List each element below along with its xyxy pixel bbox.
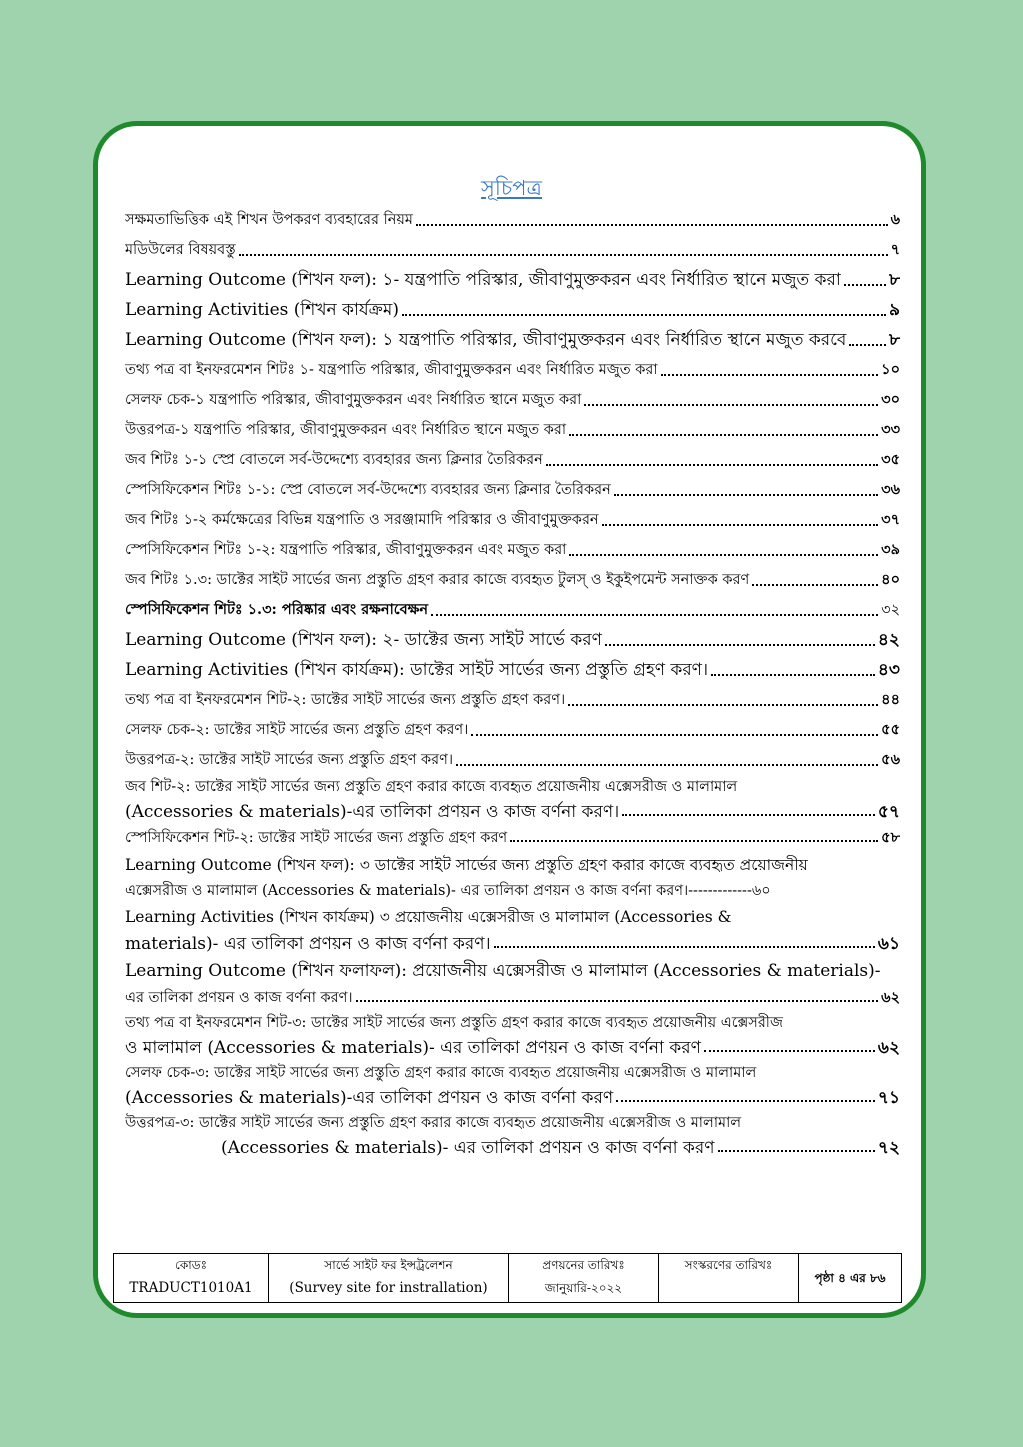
toc-entry-page: ৮: [888, 330, 900, 350]
dot-leader: [569, 434, 878, 436]
dot-leader: [416, 224, 888, 226]
toc-entry[interactable]: [125, 685, 900, 715]
toc-entry-line: Learning Outcome (শিখন ফল): ৩ ডাক্টের সাইট সার্ভের জন্য প্রস্তুতি গ্রহণ করার কাজে ব্যবহৃত প্রয়োজনীয়: [125, 856, 808, 874]
toc-entry[interactable]: [125, 931, 900, 957]
toc-entry-page: ৫৭: [877, 802, 900, 822]
toc-entry-page: ৮: [888, 270, 900, 290]
dot-leader: [605, 644, 875, 646]
footer-code-cell: [114, 1254, 269, 1303]
toc-entry-text: জব শিটঃ ১-১ স্প্রে বোতলে সর্ব-উদ্দেশ্যে ব্যবহারর জন্য ক্লিনার তৈরিকরন: [125, 452, 543, 468]
toc-entry-page: ৩২: [881, 602, 900, 618]
toc-entry-text: Learning Outcome (শিখন ফল): ২- ডাক্টের জন্য সাইট সার্ভে করণ: [125, 630, 602, 650]
toc-entry-page: ৩৭: [881, 511, 900, 528]
toc-entry-text: সেলফ চেক-২: ডাক্টের সাইট সার্ভের জন্য প্রস্তুতি গ্রহণ করণ।: [125, 722, 469, 738]
toc-entry-text: উত্তরপত্র-২: ডাক্টের সাইট সার্ভের জন্য প্রস্তুতি গ্রহণ করণ।: [125, 752, 454, 768]
toc-entry-page: ১০: [881, 361, 900, 378]
toc-entry-text: materials)- এর তালিকা প্রণয়ন ও কাজ বর্ণনা করণ।: [125, 934, 491, 954]
dot-leader: [614, 494, 878, 496]
toc-entry-line: Learning Activities (শিখন কার্যক্রম) ৩ প্রয়োজনীয় এক্সেসরীজ ও মালামাল (Accessories &: [125, 908, 732, 926]
toc-entry-page: ৫৮: [881, 829, 900, 846]
table-of-contents: [125, 205, 900, 1161]
toc-entry-text: (Accessories & materials)-এর তালিকা প্রণয়ন ও কাজ বর্ণনা করণ।: [125, 802, 620, 822]
dot-leader: [456, 764, 878, 766]
toc-entry-page: ৩৯: [881, 541, 900, 558]
dot-leader: [471, 734, 878, 736]
toc-entry-text: Learning Activities (শিখন কার্যক্রম): ডাক্টের সাইট সার্ভের জন্য প্রস্তুতি গ্রহণ করণ।: [125, 660, 709, 680]
toc-entry-text: Learning Outcome (শিখন ফল): ১- যন্ত্রপাতি পরিস্কার, জীবাণুমুক্তকরন এবং নির্ধারিত স্থানে মজুত করা: [125, 270, 841, 290]
toc-entry-line: সেলফ চেক-৩: ডাক্টের সাইট সার্ভের জন্য প্রস্তুতি গ্রহণ করার কাজে ব্যবহৃত প্রয়োজনীয় এক্সেসরীজ ও মালামাল: [125, 1065, 757, 1081]
module-title-en: (Survey site for instrallation): [289, 1280, 488, 1296]
toc-entry-page: ৫৬: [881, 751, 900, 768]
toc-entry-page: ৩৬: [881, 481, 900, 498]
toc-entry-page: ৪২: [877, 630, 900, 650]
toc-entry-text: তথ্য পত্র বা ইনফরমেশন শিট-২: ডাক্টের সাইট সার্ভের জন্য প্রস্তুতি গ্রহণ করণ।: [125, 692, 566, 708]
toc-entry[interactable]: [125, 595, 900, 625]
toc-entry-page: ৭১: [877, 1088, 900, 1108]
toc-entry-page: ৩০: [881, 391, 900, 408]
dot-leader: [569, 554, 878, 556]
toc-entry[interactable]: [125, 565, 900, 595]
toc-entry[interactable]: [125, 1135, 900, 1161]
toc-entry-text: সক্ষমতাভিত্তিক এই শিখন উপকরণ ব্যবহারের নিয়ম: [125, 212, 413, 228]
dot-leader: [431, 614, 878, 616]
toc-entry[interactable]: [125, 625, 900, 655]
toc-entry[interactable]: [125, 715, 900, 745]
toc-entry[interactable]: [125, 355, 900, 385]
toc-entry[interactable]: [125, 985, 900, 1011]
toc-entry[interactable]: [125, 655, 900, 685]
footer-revision-cell: [659, 1254, 799, 1303]
dot-leader: [661, 374, 879, 376]
toc-entry[interactable]: [125, 205, 900, 235]
toc-entry-page: ৫৫: [881, 721, 900, 738]
toc-entry-text: স্পেসিফিকেশন শিটঃ ১-২: যন্ত্রপাতি পরিস্কার, জীবাণুমুক্তকরন এবং মজুত করা: [125, 542, 567, 558]
dot-leader: [849, 344, 886, 346]
toc-entry-text: স্পেসিফিকেশন শিটঃ ১-১: স্প্রে বোতলে সর্ব-উদ্দেশ্যে ব্যবহারর জন্য ক্লিনার তৈরিকরন: [125, 482, 611, 498]
toc-entry-page: ৩৩: [881, 421, 900, 438]
toc-entry-page: ৪৪: [881, 691, 900, 708]
toc-entry[interactable]: [125, 385, 900, 415]
dot-leader: [546, 464, 878, 466]
toc-title: সূচিপত্র: [481, 176, 542, 200]
dot-leader: [584, 404, 878, 406]
toc-entry[interactable]: [125, 799, 900, 825]
dot-leader: [844, 284, 886, 286]
dot-leader: [622, 814, 875, 816]
dot-leader: [510, 840, 878, 842]
date-value: জানুয়ারি-২০২২: [544, 1281, 623, 1295]
dot-leader: [568, 704, 878, 706]
dot-leader: [704, 1050, 875, 1052]
dot-leader: [718, 1150, 875, 1152]
dot-leader: [711, 674, 875, 676]
dot-leader: [356, 1000, 879, 1002]
toc-entry[interactable]: [125, 745, 900, 775]
code-label: কোডঃ: [175, 1258, 207, 1272]
toc-entry-page: ৭২: [877, 1138, 900, 1158]
dot-leader: [616, 1100, 875, 1102]
toc-entry-page: ৭: [890, 241, 900, 258]
page-number: পৃষ্ঠা ৪ এর ৮৬: [814, 1270, 886, 1285]
toc-entry[interactable]: [125, 535, 900, 565]
toc-entry-page: ৬২: [877, 1038, 900, 1058]
toc-entry-page: ৪০: [881, 571, 900, 588]
toc-entry[interactable]: [125, 445, 900, 475]
toc-entry-text: Learning Activities (শিখন কার্যক্রম): [125, 300, 399, 320]
toc-entry[interactable]: [125, 475, 900, 505]
toc-entry[interactable]: [125, 325, 900, 355]
toc-entry-text: স্পেসিফিকেশন শিটঃ ১.৩: পরিষ্কার এবং রক্ষনাবেক্ষন: [125, 601, 429, 618]
toc-entry-text: সেলফ চেক-১ যন্ত্রপাতি পরিস্কার, জীবাণুমুক্তকরন এবং নির্ধারিত স্থানে মজুত করা: [125, 392, 582, 408]
toc-entry-text: ও মালামাল (Accessories & materials)- এর তালিকা প্রণয়ন ও কাজ বর্ণনা করণ: [125, 1038, 701, 1058]
toc-entry-line: জব শিট-২: ডাক্টের সাইট সার্ভের জন্য প্রস্তুতি গ্রহণ করার কাজে ব্যবহৃত প্রয়োজনীয় এক্সেসরীজ ও মালামাল: [125, 779, 738, 795]
toc-entry[interactable]: [125, 505, 900, 535]
toc-entry-line: Learning Outcome (শিখন ফলাফল): প্রয়োজনীয় এক্সেসরীজ ও মালামাল (Accessories & materials)-: [125, 961, 881, 981]
toc-entry-text: স্পেসিফিকেশন শিট-২: ডাক্টের সাইট সার্ভের জন্য প্রস্তুতি গ্রহণ করণ: [125, 830, 508, 846]
dot-leader: [494, 946, 875, 948]
toc-entry-line: এক্সেসরীজ ও মালামাল (Accessories & materials)- এর তালিকা প্রণয়ন ও কাজ বর্ণনা করণ।-------------৬০: [125, 883, 771, 899]
toc-entry-page: ৪৩: [877, 660, 900, 680]
dot-leader: [402, 314, 886, 316]
toc-entry-page: ৬২: [881, 989, 900, 1006]
toc-entry-text: জব শিটঃ ১-২ কর্মক্ষেত্রের বিভিন্ন যন্ত্রপাতি ও সরঞ্জামাদি পরিস্কার ও জীবাণুমুক্তকরন: [125, 512, 599, 528]
date-label: প্রণয়নের তারিখঃ: [542, 1258, 625, 1272]
toc-entry[interactable]: [125, 825, 900, 851]
toc-entry[interactable]: [125, 1085, 900, 1111]
revision-label: সংস্করণের তারিখঃ: [684, 1258, 773, 1272]
toc-entry-text: (Accessories & materials)- এর তালিকা প্রণয়ন ও কাজ বর্ণনা করণ: [221, 1138, 715, 1158]
toc-entry-text: জব শিটঃ ১.৩: ডাক্টের সাইট সার্ভের জন্য প্রস্তুতি গ্রহণ করার কাজে ব্যবহৃত টুলস্ ও ইকুইপমেন্ট সনাক্তক করণ: [125, 572, 750, 588]
module-title-bn: সার্ভে সাইট ফর ইন্সট্রলেশন: [324, 1258, 453, 1272]
toc-entry-text: (Accessories & materials)-এর তালিকা প্রণয়ন ও কাজ বর্ণনা করণ: [125, 1088, 614, 1108]
dot-leader: [602, 524, 879, 526]
toc-entry-page: ৬১: [877, 934, 900, 954]
toc-entry[interactable]: [125, 235, 900, 265]
toc-entry-line: তথ্য পত্র বা ইনফরমেশন শিট-৩: ডাক্টের সাইট সার্ভের জন্য প্রস্তুতি গ্রহণ করার কাজে ব্যবহৃত প্রয়োজনীয় এক্সেসরীজ: [125, 1015, 783, 1031]
toc-entry-text: উত্তরপত্র-১ যন্ত্রপাতি পরিস্কার, জীবাণুমুক্তকরন এবং নির্ধারিত স্থানে মজুত করা: [125, 422, 567, 438]
toc-entry[interactable]: [125, 265, 900, 295]
toc-entry-text: এর তালিকা প্রণয়ন ও কাজ বর্ণনা করণ।: [125, 990, 353, 1006]
toc-entry-text: Learning Outcome (শিখন ফল): ১ যন্ত্রপাতি পরিস্কার, জীবাণুমুক্তকরন এবং নির্ধারিত স্থানে মজুত করবে: [125, 330, 847, 350]
footer-title-cell: [269, 1254, 509, 1303]
footer-date-cell: [509, 1254, 659, 1303]
dot-leader: [752, 584, 878, 586]
footer-table: [113, 1253, 902, 1303]
toc-entry[interactable]: [125, 1035, 900, 1061]
toc-entry-page: ৩৫: [881, 451, 900, 468]
dot-leader: [239, 254, 888, 256]
toc-entry-page: ৯: [888, 300, 900, 320]
toc-entry-line: উত্তরপত্র-৩: ডাক্টের সাইট সার্ভের জন্য প্রস্তুতি গ্রহণ করার কাজে ব্যবহৃত প্রয়োজনীয় এক্সেসরীজ ও মালামাল: [125, 1115, 742, 1131]
code-value: TRADUCT1010A1: [129, 1280, 253, 1296]
toc-entry-text: মডিউলের বিষয়বস্তু: [125, 242, 236, 258]
toc-entry[interactable]: [125, 295, 900, 325]
toc-entry[interactable]: [125, 415, 900, 445]
toc-entry-page: ৬: [890, 211, 900, 228]
footer-page-cell: [799, 1254, 902, 1303]
toc-entry-text: তথ্য পত্র বা ইনফরমেশন শিটঃ ১- যন্ত্রপাতি পরিস্কার, জীবাণুমুক্তকরন এবং নির্ধারিত মজুত করা: [125, 362, 658, 378]
